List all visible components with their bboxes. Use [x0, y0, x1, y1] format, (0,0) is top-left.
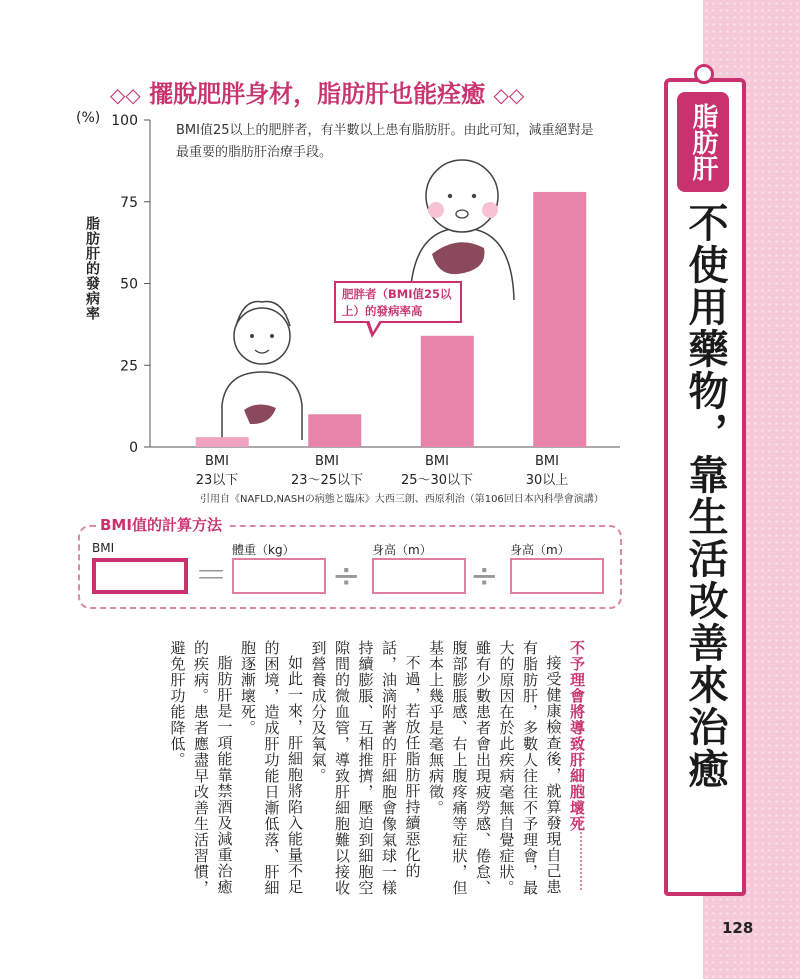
bmi-result-field: [92, 558, 188, 594]
section-heading-text: 擺脫肥胖身材，脂肪肝也能痊癒: [149, 80, 486, 108]
chart-description: BMI值25以上的肥胖者，有半數以上患有脂肪肝。由此可知，減重絕對是最重要的脂肪肝治療手段。: [176, 123, 594, 160]
chart-bar: [308, 414, 361, 447]
article-paragraph: 脂肪肝是一項能靠禁酒及減重治癒的疾病。患者應盡早改善生活習慣，避免肝功能降低。: [168, 640, 234, 896]
y-tick-label: 75: [120, 194, 138, 211]
weight-field: [232, 558, 326, 594]
chapter-title: 不使用藥物，靠生活改善來治癒: [682, 202, 728, 790]
slim-person-illustration: [222, 302, 302, 441]
equals-sign: ＝: [194, 556, 228, 596]
height-field-2: [510, 558, 604, 594]
chart-bar: [533, 192, 586, 447]
y-tick-label: 100: [111, 113, 138, 129]
bmi-formula-title: BMI值的計算方法: [96, 514, 226, 535]
article-paragraph: 接受健康檢查後，就算發現自己患有脂肪肝，多數人往往不予理會，最大的原因在於此疾病毫無自覺症狀。雖有少數患者會出現疲勞感、倦怠、腹部膨脹感、右上腹疼痛等症狀，但基本上幾乎是毫無病徵。: [427, 640, 563, 896]
x-tick-line-1: BMI: [315, 454, 339, 469]
chapter-label: 脂肪肝: [677, 92, 729, 192]
diamond-marker-right: ◇◇: [493, 83, 525, 107]
diamond-marker-left: ◇◇: [110, 83, 141, 107]
article-subheading: 不予理會將導致肝細胞壞死: [568, 640, 586, 832]
x-tick-line-1: BMI: [205, 454, 229, 469]
x-tick-label: [382, 452, 492, 490]
y-tick-label: 0: [129, 440, 138, 456]
height-label-1: 身高（m）: [372, 543, 432, 557]
weight-label: 體重（kg）: [232, 543, 295, 557]
bmi-result-label: BMI: [92, 541, 115, 555]
x-tick-label: [492, 452, 602, 490]
x-tick-line-2: 23～25以下: [290, 473, 364, 488]
divide-sign-1: ÷: [332, 556, 361, 596]
y-axis-unit: (%): [76, 110, 101, 126]
obese-person-illustration: [410, 160, 514, 300]
callout-tail-fill: [369, 320, 380, 332]
y-tick-label: 50: [120, 276, 138, 293]
chart-bar: [421, 336, 474, 447]
x-tick-label: [162, 452, 272, 490]
chart-bar: [196, 437, 249, 447]
x-tick-line-2: 23以下: [195, 473, 239, 488]
article-paragraph: 不過，若放任脂肪肝持續惡化的話，油滴附著的肝細胞會像氣球一樣持續膨脹、互相推擠，壓迫到細胞空隙間的微血管，導致肝細胞難以接收到營養成分及氧氣。: [309, 640, 422, 896]
height-field-1: [372, 558, 466, 594]
y-tick-label: 25: [120, 358, 138, 375]
x-tick-line-2: 25～30以下: [400, 473, 474, 488]
article-body: [60, 640, 588, 900]
divide-sign-2: ÷: [470, 556, 499, 596]
x-tick-line-1: BMI: [425, 454, 449, 469]
obesity-callout: 肥胖者（BMI值25以上）的發病率高: [334, 281, 462, 323]
page-number: 128: [722, 919, 754, 937]
x-tick-label: [272, 452, 382, 490]
x-tick-line-1: BMI: [535, 454, 559, 469]
x-tick-line-2: 30以上: [525, 473, 569, 488]
article-paragraph: 如此一來，肝細胞將陷入能量不足的困境，造成肝功能日漸低落、肝細胞逐漸壞死。: [239, 640, 304, 896]
chart-source: 引用自《NAFLD,NASHの病態と臨床》大西三朗、西原利治（第106回日本內科學會演講）: [200, 494, 604, 505]
height-label-2: 身高（m）: [510, 543, 570, 557]
y-axis-label: 脂肪肝的發病率: [84, 216, 100, 321]
